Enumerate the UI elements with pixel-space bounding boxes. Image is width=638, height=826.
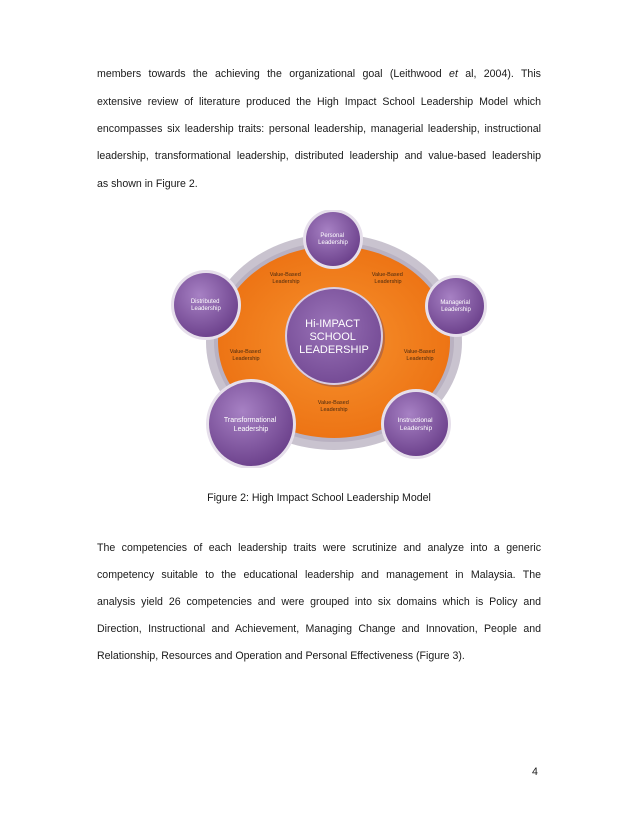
paragraph-1-line — [97, 96, 541, 108]
paragraph-2-line — [97, 569, 541, 581]
node-instructional-fill — [384, 392, 448, 456]
text-run: The competencies of each leadership traits were scrutinize and analyze into a generic — [97, 542, 541, 554]
node-personal-fill — [306, 212, 360, 266]
center-label: Hi-IMPACT SCHOOL LEADERSHIP — [299, 318, 369, 356]
paragraph-2-line — [97, 542, 541, 554]
node-distributed-label: Distributed Leadership — [190, 299, 221, 312]
value-based-label-top-left: Value-Based Leadership — [269, 272, 301, 285]
paragraph-2-line — [97, 650, 541, 662]
text-run: as shown in Figure 2. — [97, 178, 198, 190]
text-run: Relationship, Resources and Operation and Personal Effectiveness (Figure 3). — [97, 650, 465, 662]
node-distributed-leadership — [171, 270, 241, 340]
node-managerial-label: Managerial Leadership — [440, 300, 471, 313]
figure-caption: Figure 2: High Impact School Leadership Model — [207, 492, 431, 504]
paragraph-1-line — [97, 150, 541, 162]
text-run: leadership, transformational leadership, distributed leadership and value-based leadership — [97, 150, 541, 162]
node-transformational-leadership — [206, 379, 296, 468]
leadership-model-diagram — [168, 210, 498, 468]
text-run-italic: et — [449, 68, 458, 80]
value-based-label-bottom: Value-Based Leadership — [317, 400, 349, 413]
node-personal-label: Personal Leadership — [318, 233, 348, 246]
node-managerial-leadership — [425, 275, 487, 337]
text-run: members towards the achieving the organizational goal (Leithwood — [97, 68, 450, 80]
paragraph-1-line — [97, 68, 541, 80]
value-based-label-right: Value-Based Leadership — [403, 349, 435, 362]
node-transformational-label: Transformational Leadership — [223, 417, 277, 433]
paragraph-2-line — [97, 623, 541, 635]
page-number: 4 — [532, 766, 538, 778]
node-managerial-fill — [428, 278, 484, 334]
node-personal-leadership — [303, 210, 363, 269]
node-distributed-fill — [174, 273, 238, 337]
node-instructional-label: Instructional Leadership — [397, 417, 433, 432]
paragraph-1-line — [97, 123, 541, 135]
text-run: extensive review of literature produced the High Impact School Leadership Model which — [97, 96, 541, 108]
node-transformational-fill — [209, 382, 293, 466]
text-run: encompasses six leadership traits: personal leadership, managerial leadership, instructional — [97, 123, 541, 135]
value-based-label-left: Value-Based Leadership — [229, 349, 261, 362]
paragraph-2-line — [97, 596, 541, 608]
text-run: Direction, Instructional and Achievement, Managing Change and Innovation, People and — [97, 623, 541, 635]
paragraph-1-line — [97, 178, 541, 190]
node-instructional-leadership — [381, 389, 451, 459]
value-based-label-top-right: Value-Based Leadership — [371, 272, 403, 285]
text-run: analysis yield 26 competencies and were grouped into six domains which is Policy and — [97, 596, 541, 608]
text-run: al, 2004). This — [457, 68, 541, 80]
text-run: competency suitable to the educational leadership and management in Malaysia. The — [97, 569, 541, 581]
